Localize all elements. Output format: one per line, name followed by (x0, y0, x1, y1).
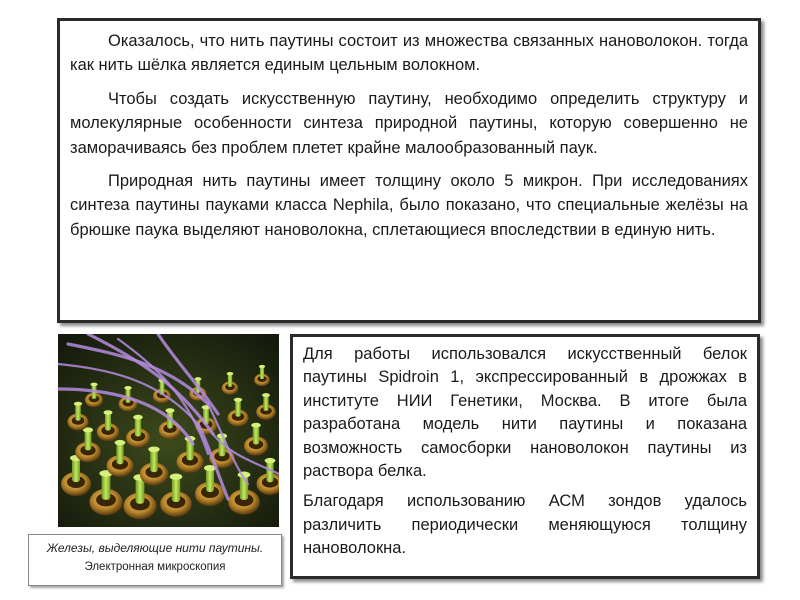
image-caption (28, 534, 282, 586)
right-text-box (290, 334, 760, 579)
paragraph-afm: Благодаря использованию АСМ зондов удалось различить периодически меняющуюся толщину нановолокна. (303, 492, 747, 558)
caption-title: Железы, выделяющие нити паутины. (46, 541, 264, 555)
paragraph-nephila: Природная нить паутины имеет толщину около 5 микрон. При исследованиях синтеза паутины пауками класса Nephila, было показано, что специальные желёзы на брюшке паука выделяют нановолокна, сплетающиеся впоследствии в единую нить. (70, 172, 748, 239)
paragraph-structure: Чтобы создать искусственную паутину, необходимо определить структуру и молекулярные особенности синтеза природной паутины, которую совершенно не заморачиваясь без проблем плетет крайне малообразованный паук. (70, 89, 748, 157)
top-text-box (57, 18, 761, 323)
paragraph-nanofibers: Оказалось, что нить паутины состоит из множества связанных нановолокон. тогда как нить шёлка является единым цельным волокном. (70, 32, 748, 75)
spinneret-micrograph-image (58, 334, 279, 527)
spinneret-micrograph-icon (58, 334, 279, 527)
caption-subtitle: Электронная микроскопия (84, 561, 226, 573)
paragraph-spidroin: Для работы использовался искусственный белок паутины Spidroin 1, экспрессированный в дрожжах в институте НИИ Генетики, Москва. В итоге была разработана модель нити паутины и показана возможность самосборки нановолокон паутины из раствора белка. (303, 345, 747, 481)
